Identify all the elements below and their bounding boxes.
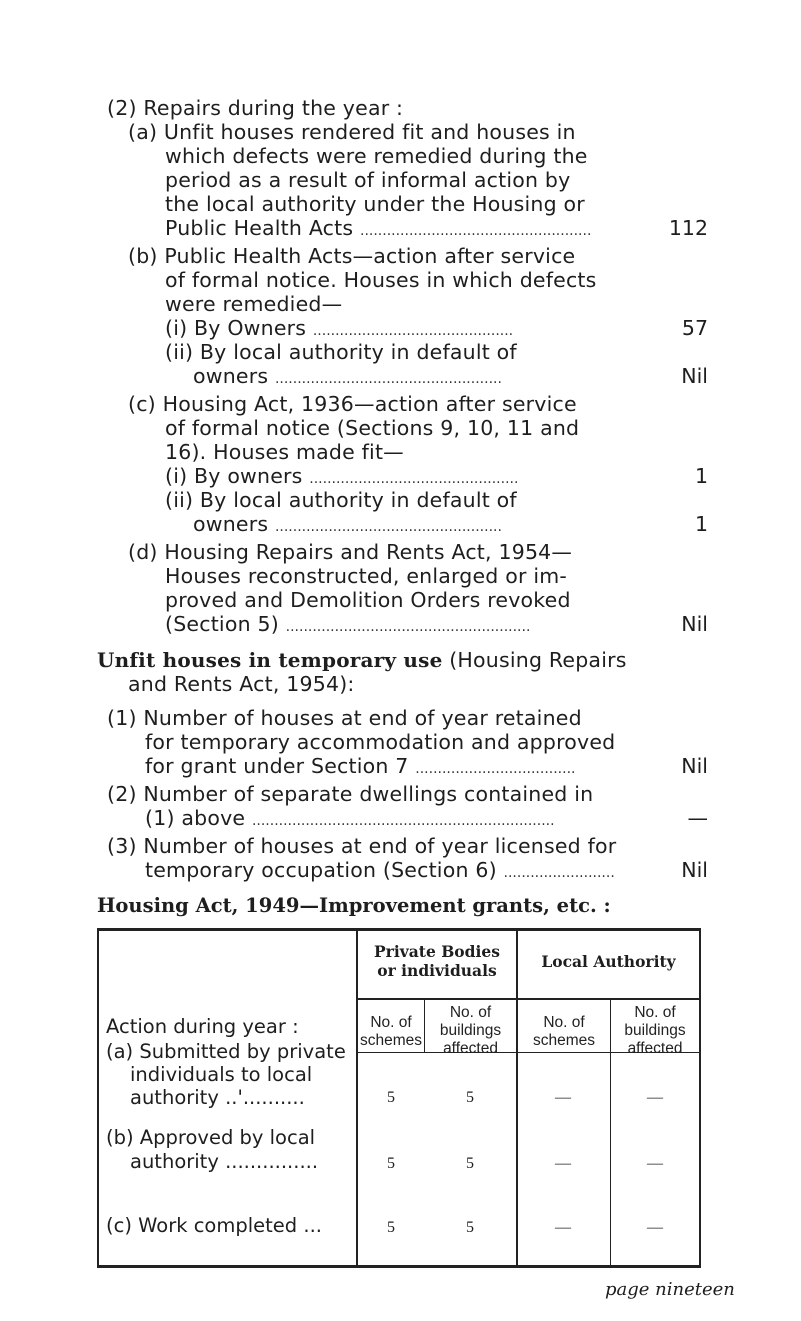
temporary-3-line-2 bbox=[145, 858, 615, 885]
action-label: Action during year : bbox=[106, 1015, 299, 1038]
row-c-la-schemes: — bbox=[555, 1219, 571, 1236]
row-c-private-buildings: 5 bbox=[466, 1219, 474, 1236]
repairs-d-line-1: (d) Housing Repairs and Rents Act, 1954— bbox=[128, 540, 573, 564]
repairs-b-line-2: of formal notice. Houses in which defects bbox=[165, 268, 597, 292]
temporary-3-line-1: (3) Number of houses at end of year licensed for bbox=[107, 834, 617, 858]
col-la-buildings-l1: No. of bbox=[634, 1004, 676, 1021]
repairs-a-line-3: period as a result of informal action by bbox=[165, 168, 571, 192]
row-a-la-schemes: — bbox=[555, 1089, 571, 1106]
leader-dots: ....................................................... bbox=[285, 619, 531, 635]
repairs-c-line-1: (c) Housing Act, 1936—action after service bbox=[128, 392, 577, 416]
repairs-a-line-1: (a) Unfit houses rendered fit and houses in bbox=[128, 120, 576, 144]
repairs-a-value: 112 bbox=[668, 216, 708, 240]
temporary-3-label: temporary occupation (Section 6) bbox=[145, 858, 497, 882]
repairs-b-i bbox=[165, 316, 513, 343]
row-c-label-1: (c) Work completed ... bbox=[106, 1214, 322, 1237]
repairs-b-ii-line-1: (ii) By local authority in default of bbox=[165, 340, 517, 364]
repairs-a-line-5 bbox=[165, 216, 591, 243]
row-b-label-2: authority ............... bbox=[130, 1150, 319, 1173]
repairs-c-line-2: of formal notice (Sections 9, 10, 11 and bbox=[165, 416, 580, 440]
leader-dots: ................................................... bbox=[274, 371, 502, 387]
repairs-d-value: Nil bbox=[681, 612, 708, 636]
temporary-heading-rest: (Housing Repairs bbox=[449, 648, 627, 672]
repairs-b-i-value: 57 bbox=[681, 316, 708, 340]
repairs-c-ii-line-1: (ii) By local authority in default of bbox=[165, 488, 517, 512]
col-private-schemes-l1: No. of bbox=[370, 1014, 412, 1031]
leader-dots: ............................................. bbox=[312, 323, 514, 339]
col-private-buildings-l2: buildings bbox=[439, 1022, 502, 1039]
repairs-b-ii-line-2 bbox=[193, 364, 502, 391]
repairs-c-i-label: (i) By owners bbox=[165, 464, 303, 488]
temporary-1-line-2: for temporary accommodation and approved bbox=[145, 730, 616, 754]
col-private-buildings-l1: No. of bbox=[449, 1004, 492, 1021]
temporary-2-label: (1) above bbox=[145, 806, 246, 830]
repairs-d-label: (Section 5) bbox=[165, 612, 279, 636]
repairs-c-i-value: 1 bbox=[694, 464, 708, 488]
col-private-schemes-l2: schemes bbox=[359, 1032, 423, 1049]
repairs-d-line-2: Houses reconstructed, enlarged or im- bbox=[165, 564, 567, 588]
row-a-label-1: (a) Submitted by private bbox=[106, 1040, 346, 1063]
row-b-la-schemes: — bbox=[555, 1155, 571, 1172]
repairs-d-line-4 bbox=[165, 612, 530, 639]
repairs-c-ii-label: owners bbox=[193, 512, 269, 536]
page-footer: page nineteen bbox=[605, 1279, 735, 1300]
temporary-heading-line-2: and Rents Act, 1954): bbox=[128, 672, 355, 696]
temporary-1-line-3 bbox=[145, 754, 575, 781]
row-b-label-1: (b) Approved by local bbox=[106, 1126, 316, 1149]
row-a-label-2: individuals to local bbox=[130, 1063, 313, 1086]
repairs-d-line-3: proved and Demolition Orders revoked bbox=[165, 588, 571, 612]
col-la-schemes-l1: No. of bbox=[543, 1014, 585, 1031]
temporary-heading bbox=[97, 648, 627, 672]
row-a-label-3: authority ..'.......... bbox=[130, 1086, 305, 1109]
repairs-c-line-3: 16). Houses made fit— bbox=[165, 440, 404, 464]
leader-dots: .................................................... bbox=[360, 223, 592, 239]
temporary-2-value: — bbox=[687, 806, 708, 830]
row-b-la-buildings: — bbox=[647, 1155, 663, 1172]
repairs-b-ii-label: owners bbox=[193, 364, 269, 388]
repairs-heading: (2) Repairs during the year : bbox=[107, 96, 404, 120]
temporary-1-value: Nil bbox=[681, 754, 708, 778]
improvement-table-lower bbox=[97, 928, 701, 1268]
row-c-la-buildings: — bbox=[647, 1219, 663, 1236]
col-private-buildings-l3: affected bbox=[443, 1040, 498, 1057]
col-la-buildings-l2: buildings bbox=[624, 1022, 686, 1039]
improvement-heading: Housing Act, 1949—Improvement grants, etc. : bbox=[97, 894, 611, 917]
row-a-private-schemes: 5 bbox=[387, 1089, 395, 1106]
repairs-b-line-3: were remedied— bbox=[165, 292, 343, 316]
group-private-line-2: or individuals bbox=[377, 961, 497, 980]
repairs-a-line-5-text: Public Health Acts bbox=[165, 216, 354, 240]
leader-dots: .................................................................... bbox=[251, 813, 555, 829]
temporary-1-line-1: (1) Number of houses at end of year retained bbox=[107, 706, 582, 730]
row-a-la-buildings: — bbox=[647, 1089, 663, 1106]
row-a-private-buildings: 5 bbox=[466, 1089, 474, 1106]
repairs-c-i bbox=[165, 464, 518, 491]
repairs-b-ii-value: Nil bbox=[681, 364, 708, 388]
repairs-b-line-1: (b) Public Health Acts—action after service bbox=[128, 244, 576, 268]
row-b-private-buildings: 5 bbox=[466, 1155, 474, 1172]
row-c-private-schemes: 5 bbox=[387, 1219, 395, 1236]
leader-dots: ............................................... bbox=[309, 471, 519, 487]
leader-dots: ................................................... bbox=[274, 519, 502, 535]
group-private-line-1: Private Bodies bbox=[374, 942, 500, 961]
leader-dots: ......................... bbox=[503, 865, 615, 881]
repairs-a-line-2: which defects were remedied during the bbox=[165, 144, 588, 168]
repairs-b-i-label: (i) By Owners bbox=[165, 316, 307, 340]
leader-dots: .................................... bbox=[415, 761, 576, 777]
group-local-authority: Local Authority bbox=[541, 952, 676, 971]
col-la-schemes-l2: schemes bbox=[532, 1032, 596, 1049]
temporary-3-value: Nil bbox=[681, 858, 708, 882]
temporary-2-line-2 bbox=[145, 806, 555, 833]
repairs-a-line-4: the local authority under the Housing or bbox=[165, 192, 585, 216]
row-b-private-schemes: 5 bbox=[387, 1155, 395, 1172]
temporary-1-label: for grant under Section 7 bbox=[145, 754, 409, 778]
repairs-c-ii-value: 1 bbox=[694, 512, 708, 536]
repairs-c-ii-line-2 bbox=[193, 512, 502, 539]
temporary-2-line-1: (2) Number of separate dwellings contained in bbox=[107, 782, 594, 806]
col-la-buildings-l3: affected bbox=[627, 1040, 683, 1057]
temporary-heading-bold: Unfit houses in temporary use bbox=[97, 648, 443, 672]
